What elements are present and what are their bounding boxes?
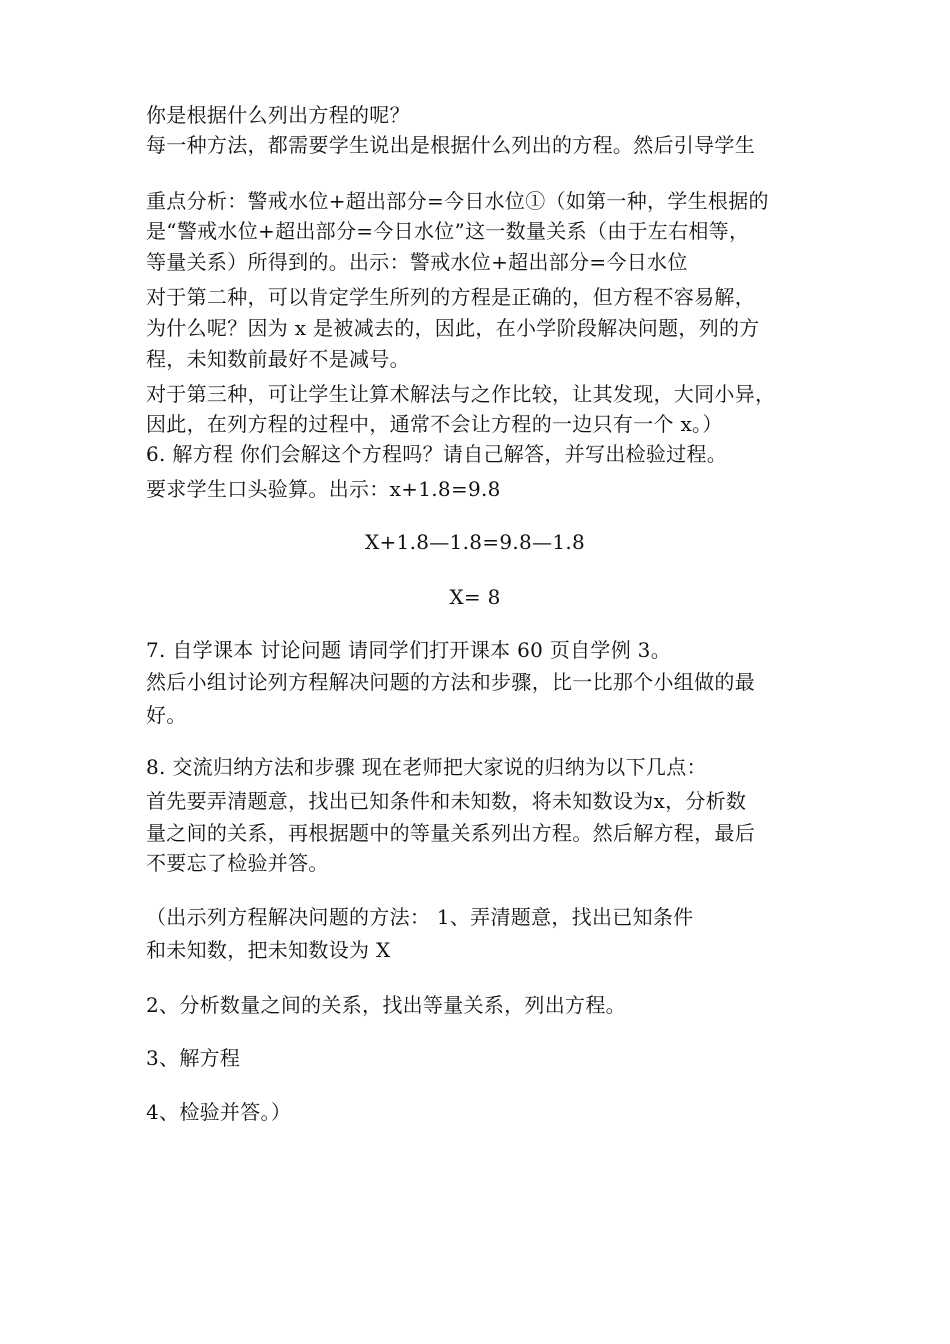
text-line: 你是根据什么列出方程的呢？ (146, 103, 410, 127)
text-line: （出示列方程解决问题的方法： 1、弄清题意，找出已知条件 (146, 905, 694, 929)
text-line: 首先要弄清题意，找出已知条件和未知数，将未知数设为x，分析数 (146, 789, 747, 813)
text-line: 和未知数，把未知数设为 X (146, 938, 391, 962)
text-line: 好。 (146, 703, 187, 727)
equation-result: X= 8 (449, 585, 501, 609)
step-item: 4、检验并答。） (146, 1100, 292, 1124)
text-line: 为什么呢？因为 x 是被减去的，因此，在小学阶段解决问题，列的方 (146, 316, 760, 340)
text-line: 每一种方法，都需要学生说出是根据什么列出的方程。然后引导学生 (146, 133, 755, 157)
section-8-heading: 8. 交流归纳方法和步骤 现在老师把大家说的归纳为以下几点： (146, 755, 707, 779)
text-line: 然后小组讨论列方程解决问题的方法和步骤，比一比那个小组做的最 (146, 670, 755, 694)
step-item: 2、分析数量之间的关系，找出等量关系，列出方程。 (146, 993, 626, 1017)
text-line: 对于第三种，可让学生让算术解法与之作比较，让其发现，大同小异， (146, 382, 776, 406)
text-line: 不要忘了检验并答。 (146, 851, 329, 875)
text-line: 等量关系）所得到的。出示：警戒水位+超出部分=今日水位 (146, 250, 688, 274)
text-line: 对于第二种，可以肯定学生所列的方程是正确的，但方程不容易解， (146, 285, 755, 309)
text-line: 是“警戒水位+超出部分=今日水位”这一数量关系（由于左右相等， (146, 219, 750, 243)
text-line: 量之间的关系，再根据题中的等量关系列出方程。然后解方程，最后 (146, 821, 755, 845)
equation-step: X+1.8—1.8=9.8—1.8 (364, 530, 586, 554)
section-7-heading: 7. 自学课本 讨论问题 请同学们打开课本 60 页自学例 3。 (146, 638, 671, 662)
text-line: 程，未知数前最好不是减号。 (146, 347, 410, 371)
text-line: 因此，在列方程的过程中，通常不会让方程的一边只有一个 x。） (146, 412, 723, 436)
text-line: 要求学生口头验算。出示：x+1.8=9.8 (146, 477, 501, 501)
text-line: 重点分析：警戒水位+超出部分=今日水位①（如第一种，学生根据的 (146, 189, 769, 213)
step-item: 3、解方程 (146, 1046, 241, 1070)
section-6-heading: 6. 解方程 你们会解这个方程吗？请自己解答，并写出检验过程。 (146, 442, 728, 466)
